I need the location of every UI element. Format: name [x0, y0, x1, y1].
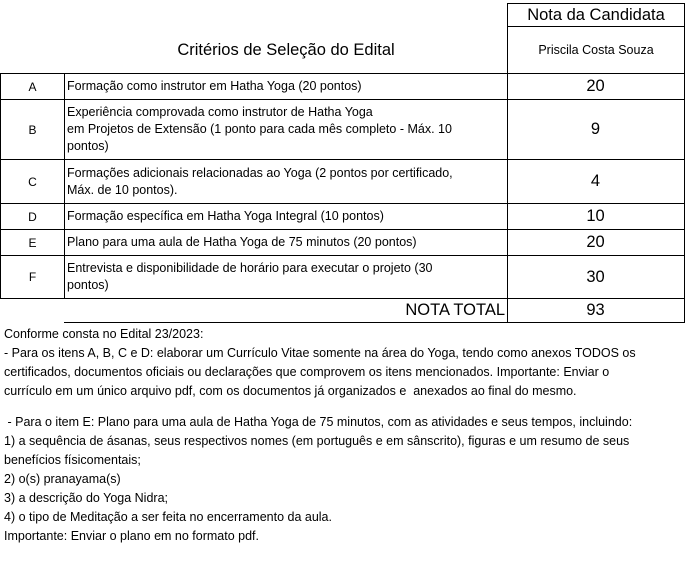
candidate-name: Priscila Costa Souza — [507, 26, 685, 74]
criterion-description: Plano para uma aula de Hatha Yoga de 75 minutos (20 pontos) — [64, 229, 508, 256]
grade-column-title: Nota da Candidata — [507, 3, 685, 27]
note-line — [4, 401, 684, 413]
criterion-score: 20 — [507, 229, 685, 256]
note-line: currículo em um único arquivo pdf, com os documentos já organizados e anexados ao final do mesmo. — [4, 384, 577, 398]
note-line: Importante: Enviar o plano em no formato pdf. — [4, 529, 259, 543]
criterion-letter: D — [0, 203, 65, 230]
note-line: certificados, documentos oficiais ou declarações que comprovem os itens mencionados. Importante: Enviar o — [4, 365, 610, 379]
criterion-description: Experiência comprovada como instrutor de Hatha Yoga em Projetos de Extensão (1 ponto para cada mês completo - Máx. 10 pontos) — [64, 99, 508, 160]
criterion-score: 10 — [507, 203, 685, 230]
criterion-letter: F — [0, 255, 65, 299]
criteria-title: Critérios de Seleção do Edital — [177, 40, 395, 59]
criterion-letter: E — [0, 229, 65, 256]
note-line: benefícios físicomentais; — [4, 453, 141, 467]
criterion-description: Formações adicionais relacionadas ao Yoga (2 pontos por certificado, Máx. de 10 pontos). — [64, 159, 508, 204]
note-line: 4) o tipo de Meditação a ser feita no encerramento da aula. — [4, 510, 332, 524]
note-line: Conforme consta no Edital 23/2023: — [4, 327, 204, 341]
note-line: - Para os itens A, B, C e D: elaborar um Currículo Vitae somente na área do Yoga, tendo como anexos TODOS os — [4, 346, 636, 360]
edital-notes — [4, 325, 684, 546]
criterion-description: Formação como instrutor em Hatha Yoga (20 pontos) — [64, 73, 508, 100]
criterion-score: 30 — [507, 255, 685, 299]
criterion-score: 9 — [507, 99, 685, 160]
criterion-score: 20 — [507, 73, 685, 100]
criterion-score: 4 — [507, 159, 685, 204]
total-label: NOTA TOTAL — [64, 298, 508, 323]
criterion-description: Entrevista e disponibilidade de horário para executar o projeto (30 pontos) — [64, 255, 508, 299]
total-value: 93 — [507, 298, 685, 323]
criterion-description: Formação específica em Hatha Yoga Integral (10 pontos) — [64, 203, 508, 230]
note-line: 3) a descrição do Yoga Nidra; — [4, 491, 168, 505]
criterion-letter: C — [0, 159, 65, 204]
note-line: - Para o item E: Plano para uma aula de Hatha Yoga de 75 minutos, com as atividades e seus tempos, incluindo: — [4, 415, 633, 429]
criterion-letter: B — [0, 99, 65, 160]
note-line: 1) a sequência de ásanas, seus respectivos nomes (em português e em sânscrito), figuras e um resumo de seus — [4, 434, 630, 448]
note-line: 2) o(s) pranayama(s) — [4, 472, 121, 486]
criterion-letter: A — [0, 73, 65, 100]
